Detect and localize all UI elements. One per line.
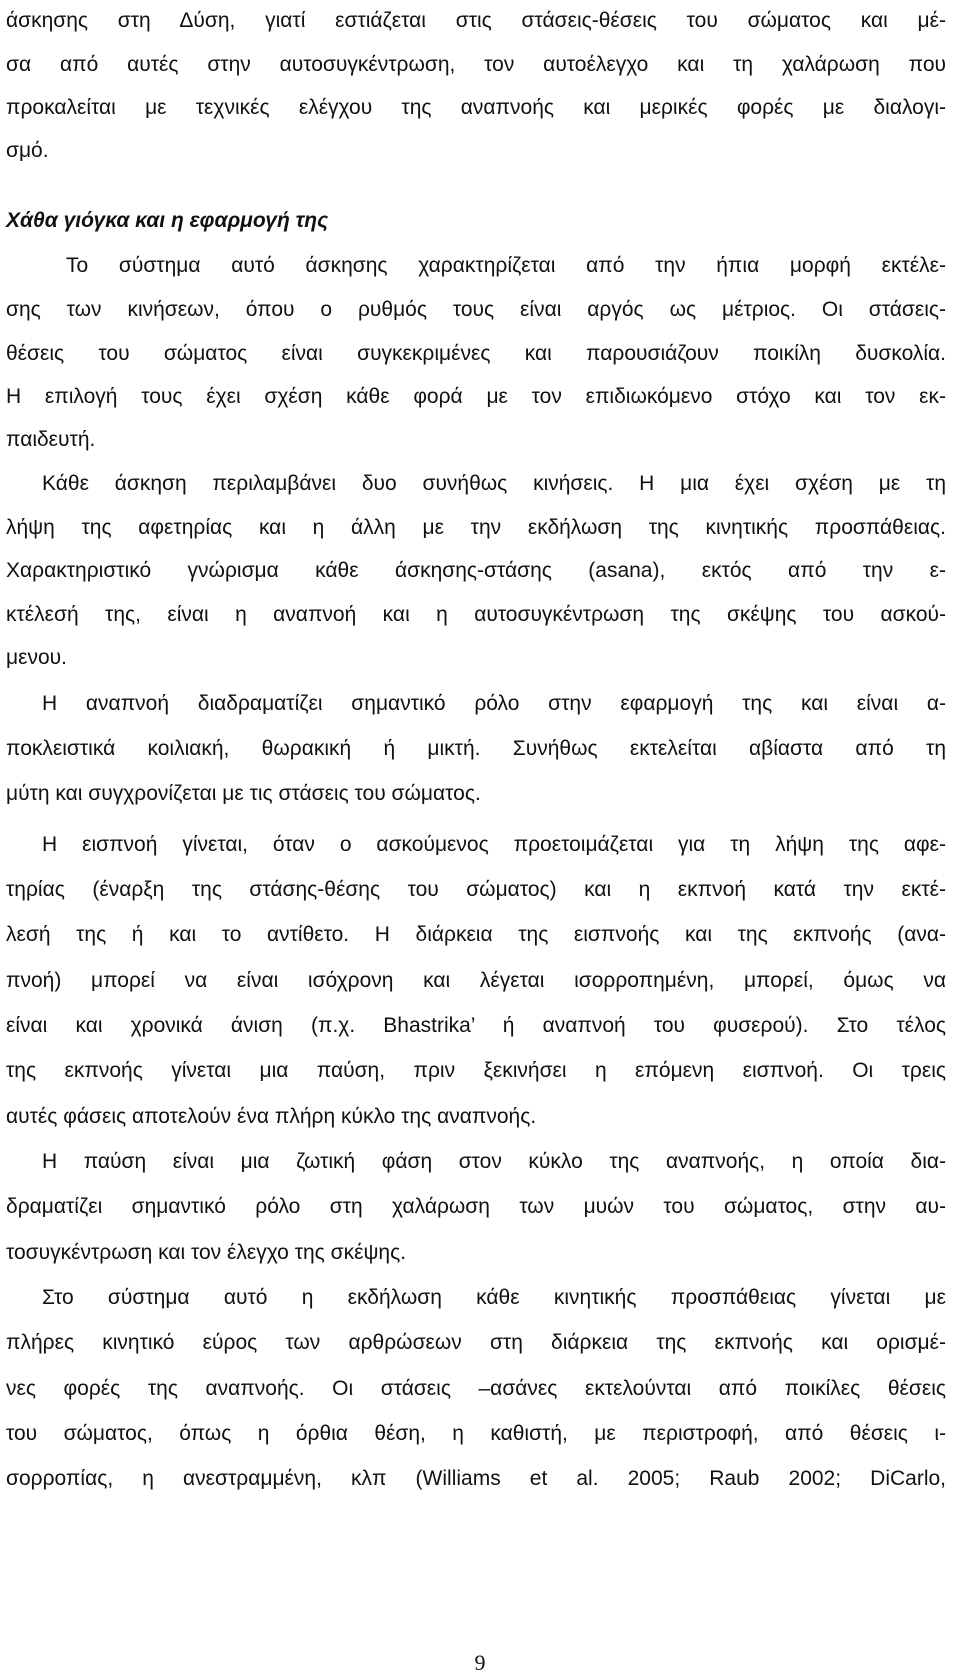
body-text-line: ποκλειστικά κοιλιακή, θωρακική ή μικτή. Συνήθως εκτελείται αβίαστα από τη <box>6 737 946 760</box>
body-text-line: πνοή) μπορεί να είναι ισόχρονη και λέγεται ισορροπημένη, μπορεί, όμως να <box>6 969 946 992</box>
body-text-line: μύτη και συγχρονίζεται με τις στάσεις του σώματος. <box>6 782 481 805</box>
body-text-line: κτέλεσή της, είναι η αναπνοή και η αυτοσυγκέντρωση της σκέψης του ασκού- <box>6 603 946 626</box>
body-text-line: Χαρακτηριστικό γνώρισμα κάθε άσκησης-στάσης (asana), εκτός από την ε- <box>6 559 946 582</box>
body-text-line: δραματίζει σημαντικό ρόλο στη χαλάρωση των μυών του σώματος, στην αυ- <box>6 1195 946 1218</box>
body-text-line: αυτές φάσεις αποτελούν ένα πλήρη κύκλο της αναπνοής. <box>6 1105 537 1128</box>
body-text-line: τηρίας (έναρξη της στάσης-θέσης του σώματος) και η εκπνοή κατά την εκτέ- <box>6 878 946 901</box>
body-text-line: σης των κινήσεων, όπου ο ρυθμός τους είναι αργός ως μέτριος. Οι στάσεις- <box>6 298 946 321</box>
body-text-line: λήψη της αφετηρίας και η άλλη με την εκδήλωση της κινητικής προσπάθειας. <box>6 516 946 539</box>
body-text-line: σμό. <box>6 139 49 162</box>
page-number: 9 <box>474 1650 486 1675</box>
body-text-line: Το σύστημα αυτό άσκησης χαρακτηρίζεται από την ήπια μορφή εκτέλε- <box>66 254 946 277</box>
body-text-line: άσκησης στη Δύση, γιατί εστιάζεται στις στάσεις-θέσεις του σώματος και μέ- <box>6 9 946 32</box>
body-text-line: της εκπνοής γίνεται μια παύση, πριν ξεκινήσει η επόμενη εισπνοή. Οι τρεις <box>6 1059 946 1082</box>
body-text-line: είναι και χρονικά άνιση (π.χ. Bhastrika’ ή αναπνοή του φυσερού). Στο τέλος <box>6 1014 946 1037</box>
body-text-line: σα από αυτές στην αυτοσυγκέντρωση, τον αυτοέλεγχο και τη χαλάρωση που <box>6 53 946 76</box>
body-text-line: σορροπίας, η ανεστραμμένη, κλπ (Williams et al. 2005; Raub 2002; DiCarlo, <box>6 1467 946 1490</box>
body-text-line: μενου. <box>6 646 67 669</box>
body-text-line: λεσή της ή και το αντίθετο. Η διάρκεια της εισπνοής και της εκπνοής (ανα- <box>6 923 946 946</box>
section-heading: Χάθα γιόγκα και η εφαρμογή της <box>6 209 329 232</box>
body-text-line: Η παύση είναι μια ζωτική φάση στον κύκλο της αναπνοής, η οποία δια- <box>42 1150 946 1173</box>
body-text-line: πλήρες κινητικό εύρος των αρθρώσεων στη διάρκεια της εκπνοής και ορισμέ- <box>6 1331 946 1354</box>
body-text-line: Κάθε άσκηση περιλαμβάνει δυο συνήθως κινήσεις. Η μια έχει σχέση με τη <box>42 472 946 495</box>
body-text-line: Η επιλογή τους έχει σχέση κάθε φορά με τον επιδιωκόμενο στόχο και τον εκ- <box>6 385 946 408</box>
body-text-line: Η εισπνοή γίνεται, όταν ο ασκούμενος προετοιμάζεται για τη λήψη της αφε- <box>42 833 946 856</box>
body-text-line: παιδευτή. <box>6 428 96 451</box>
body-text-line: νες φορές της αναπνοής. Οι στάσεις –ασάνες εκτελούνται από ποικίλες θέσεις <box>6 1377 946 1400</box>
body-text-line: προκαλείται με τεχνικές ελέγχου της αναπνοής και μερικές φορές με διαλογι- <box>6 96 946 119</box>
body-text-line: Η αναπνοή διαδραματίζει σημαντικό ρόλο στην εφαρμογή της και είναι α- <box>42 692 946 715</box>
body-text-line: του σώματος, όπως η όρθια θέση, η καθιστή, με περιστροφή, από θέσεις ι- <box>6 1422 946 1445</box>
body-text-line: τοσυγκέντρωση και τον έλεγχο της σκέψης. <box>6 1241 407 1264</box>
body-text-line: θέσεις του σώματος είναι συγκεκριμένες και παρουσιάζουν ποικίλη δυσκολία. <box>6 342 946 365</box>
body-text-line: Στο σύστημα αυτό η εκδήλωση κάθε κινητικής προσπάθειας γίνεται με <box>42 1286 946 1309</box>
